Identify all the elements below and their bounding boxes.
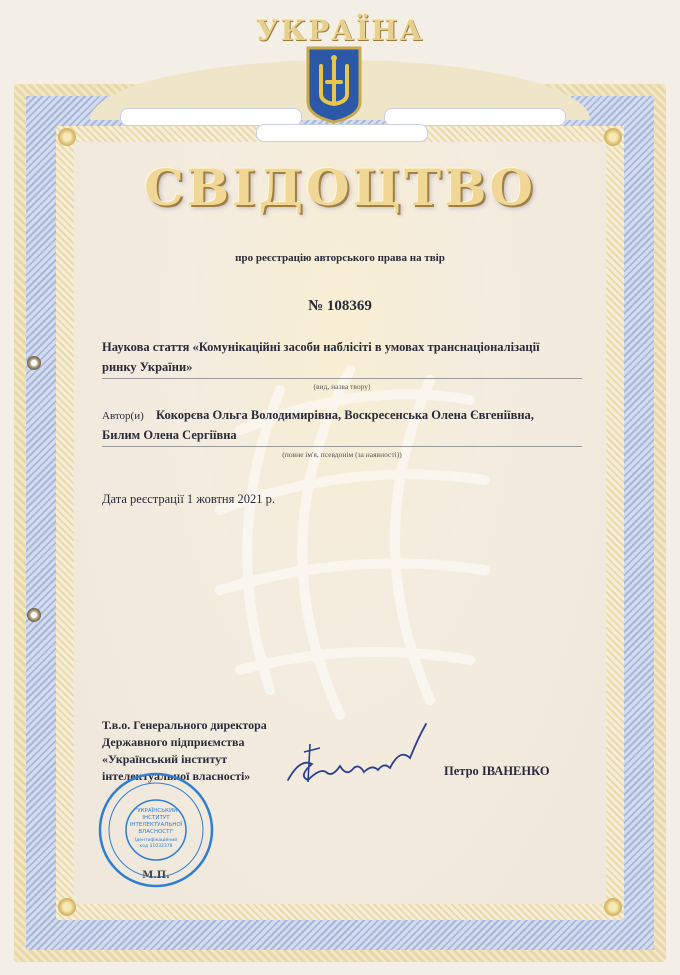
author-label: Автор(и) <box>102 410 144 422</box>
registration-date: Дата реєстрації 1 жовтня 2021 р. <box>102 492 275 506</box>
signatory-line2: Державного підприємства <box>102 735 245 749</box>
signatory-line1: Т.в.о. Генерального директора <box>102 718 267 732</box>
stamp-text: "УКРАЇНСЬКИЙ <box>134 808 178 814</box>
stamp-text: код 31032378 <box>139 844 173 849</box>
punch-hole <box>27 356 41 370</box>
subtitle: про реєстрацію авторського права на твір <box>235 252 445 264</box>
signatory-name: Петро ІВАНЕНКО <box>444 764 550 778</box>
corner-ornament <box>604 128 622 146</box>
author-line2: Билим Олена Сергіївна <box>102 428 237 442</box>
corner-ornament <box>58 128 76 146</box>
underline <box>102 378 582 379</box>
certificate-number: № 108369 <box>308 298 372 314</box>
stamp-text: ІНСТИТУТ <box>142 815 170 821</box>
signatory-line3: «Український інститут <box>102 752 228 766</box>
certificate-title: СВІДОЦТВО <box>144 158 536 217</box>
white-bar <box>256 124 428 142</box>
author-hint: (повне ім'я, псевдонім (за наявності)) <box>282 450 402 459</box>
country-title: УКРАЇНА <box>255 14 425 47</box>
punch-hole <box>27 608 41 622</box>
corner-ornament <box>604 898 622 916</box>
work-title-line2: ринку України» <box>102 360 193 374</box>
signatory-line4: інтелектуальної власності» <box>102 769 251 783</box>
work-hint: (вид, назва твору) <box>313 382 371 391</box>
underline <box>102 446 582 447</box>
stamp-mp: М.П. <box>142 870 170 881</box>
work-title-line1: Наукова стаття «Комунікаційні засоби наблісіті в умовах транснаціоналізації <box>102 340 540 354</box>
author-line1: Кокорєва Ольга Володимирівна, Воскресенська Олена Євгеніївна, <box>156 408 534 422</box>
stamp-text: ВЛАСНОСТІ" <box>138 829 174 835</box>
stamp-text: ІНТЕЛЕКТУАЛЬНОЇ <box>129 822 183 828</box>
official-stamp <box>96 770 216 890</box>
corner-ornament <box>58 898 76 916</box>
stamp-text: Ідентифікаційний <box>134 838 178 843</box>
trident-icon <box>305 44 363 124</box>
signature <box>280 718 430 798</box>
